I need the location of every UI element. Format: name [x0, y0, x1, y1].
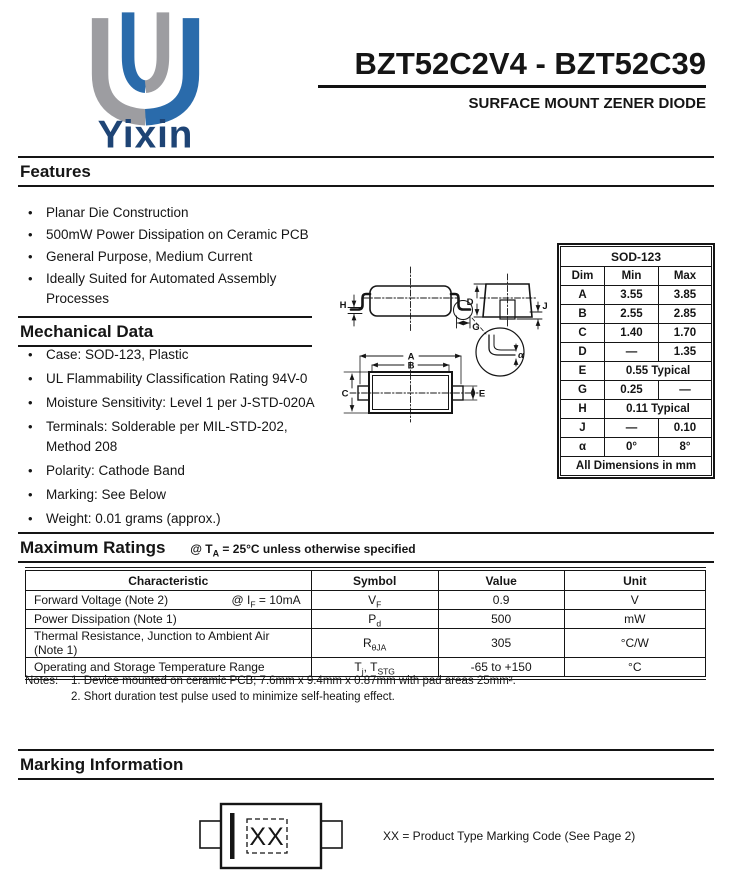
- ratings-col-header: Symbol: [311, 571, 438, 591]
- bullet-icon: •: [28, 487, 33, 502]
- page-title: BZT52C2V4 - BZT52C39: [354, 46, 706, 81]
- dim-cell-min: 3.55: [605, 286, 659, 305]
- bullet-item: [28, 369, 333, 389]
- dim-cell-min: 0.25: [605, 381, 659, 400]
- bullet-item: [28, 225, 340, 245]
- dim-cell-dim: A: [561, 286, 605, 305]
- notes-label: Notes:: [25, 675, 59, 687]
- bullet-icon: •: [28, 227, 33, 242]
- bullet-item: [28, 345, 333, 365]
- dim-col-header: Min: [605, 267, 659, 286]
- dim-table-body: [561, 286, 712, 457]
- dim-cell-dim: D: [561, 343, 605, 362]
- bullet-text: Case: SOD-123, Plastic: [46, 347, 189, 362]
- notes-block: [25, 673, 665, 705]
- dim-label-d: D: [466, 297, 474, 308]
- ratings-table-row: [26, 610, 706, 629]
- ratings-col-header: Unit: [564, 571, 705, 591]
- dim-col-header: Max: [659, 267, 712, 286]
- bullet-item: [28, 203, 340, 223]
- company-logo: [73, 6, 218, 156]
- dim-cell-dim: α: [561, 438, 605, 457]
- dim-table-row: [561, 400, 712, 419]
- detail-lead-outer: [489, 335, 515, 355]
- dim-cell-max: —: [659, 381, 712, 400]
- maximum-ratings-title: Maximum Ratings: [20, 538, 166, 557]
- dim-table-row: [561, 343, 712, 362]
- dim-table-row: [561, 362, 712, 381]
- title-block: [318, 46, 706, 112]
- dim-cell-dim: G: [561, 381, 605, 400]
- dim-table-row: [561, 438, 712, 457]
- note-item: 2. Short duration test pulse used to minimize self-heating effect.: [71, 691, 395, 703]
- dim-cell-dim: C: [561, 324, 605, 343]
- dim-table-row: [561, 286, 712, 305]
- ratings-condition: @ $T_A = 25^\circ C$ unless otherwise specified: [190, 542, 416, 559]
- maximum-ratings-heading: [18, 532, 714, 563]
- dim-table-title-row: [561, 247, 712, 267]
- ratings-table-body: [26, 591, 706, 677]
- dim-cell-dim: J: [561, 419, 605, 438]
- detail-lead-inner: [494, 335, 515, 350]
- bullet-text: 500mW Power Dissipation on Ceramic PCB: [46, 227, 309, 242]
- ratings-table-row: [26, 591, 706, 610]
- bullet-item: [28, 417, 333, 457]
- dim-label-h: H: [339, 300, 347, 311]
- bullet-text: UL Flammability Classification Rating 94V-0: [46, 371, 308, 386]
- marking-left-tab: [200, 821, 221, 848]
- dim-cell-max: 8°: [659, 438, 712, 457]
- features-list: [28, 203, 340, 311]
- ratings-cell-symbol: $V_F$: [311, 591, 438, 610]
- dim-label-g: G: [472, 322, 480, 333]
- bullet-item: [28, 485, 333, 505]
- ratings-cell-value: 305: [438, 629, 564, 658]
- bullet-icon: •: [28, 395, 33, 410]
- bullet-item: [28, 269, 340, 309]
- logo-u-inner-right: [146, 12, 163, 86]
- logo-u-inner-left: [128, 12, 145, 86]
- bullet-text: Weight: 0.01 grams (approx.): [46, 511, 221, 526]
- characteristic-label: Thermal Resistance, Junction to Ambient Air (Note 1): [34, 629, 270, 657]
- dim-table-footer-row: [561, 457, 712, 476]
- characteristic-label: Forward Voltage (Note 2): [34, 593, 169, 607]
- characteristic-content: [26, 660, 311, 674]
- dim-cell-span: 0.11 Typical: [605, 400, 712, 419]
- ratings-cell-value: 0.9: [438, 591, 564, 610]
- features-heading: Features: [18, 156, 714, 187]
- bullet-item: [28, 461, 333, 481]
- bullet-text: Polarity: Cathode Band: [46, 463, 185, 478]
- ratings-cell-symbol: $T_j$, $T_{STG}$: [311, 658, 438, 677]
- dim-label-e: E: [478, 388, 486, 400]
- bullet-text: Planar Die Construction: [46, 205, 189, 220]
- ratings-table-row: [26, 629, 706, 658]
- bullet-icon: •: [28, 511, 33, 526]
- ratings-col-header: Value: [438, 571, 564, 591]
- ratings-cell-unit: V: [564, 591, 705, 610]
- page-subtitle: SURFACE MOUNT ZENER DIODE: [468, 95, 706, 112]
- dim-cell-min: 0°: [605, 438, 659, 457]
- bullet-item: [28, 509, 333, 529]
- cathode-band-icon: [230, 813, 235, 859]
- dim-cell-min: 1.40: [605, 324, 659, 343]
- dim-cell-max: 3.85: [659, 286, 712, 305]
- dim-cell-min: 2.55: [605, 305, 659, 324]
- dim-table-row: [561, 324, 712, 343]
- bullet-text: Terminals: Solderable per MIL-STD-202, Method 208: [46, 419, 288, 454]
- dim-table-row: [561, 419, 712, 438]
- dim-cell-max: 1.35: [659, 343, 712, 362]
- detail-circle: [476, 328, 524, 376]
- ratings-cell-unit: °C/W: [564, 629, 705, 658]
- dim-table-footer: All Dimensions in mm: [561, 457, 712, 476]
- dim-cell-span: 0.55 Typical: [605, 362, 712, 381]
- dim-cell-dim: E: [561, 362, 605, 381]
- ratings-cell-value: 500: [438, 610, 564, 629]
- dim-col-header: Dim: [561, 267, 605, 286]
- dim-label-j: J: [542, 301, 548, 312]
- ratings-header-row: [26, 571, 706, 591]
- notes-list: [71, 673, 516, 705]
- note-item: 1. Device mounted on ceramic PCB; 7.6mm x 9.4mm x 0.87mm with pad areas 25mm².: [71, 675, 516, 687]
- ratings-cell-value: -65 to +150: [438, 658, 564, 677]
- bullet-icon: •: [28, 463, 33, 478]
- bullet-text: Ideally Suited for Automated Assembly Processes: [46, 271, 277, 306]
- dim-cell-dim: H: [561, 400, 605, 419]
- dim-table-header-row: [561, 267, 712, 286]
- sod123-dim-table: [557, 243, 715, 479]
- dim-cell-max: 2.85: [659, 305, 712, 324]
- dim-cell-max: 0.10: [659, 419, 712, 438]
- dim-table-title: SOD-123: [561, 247, 712, 267]
- ratings-cell-unit: °C: [564, 658, 705, 677]
- bullet-text: Moisture Sensitivity: Level 1 per J-STD-020A: [46, 395, 315, 410]
- ratings-col-header: Characteristic: [26, 571, 312, 591]
- characteristic-content: [26, 629, 311, 657]
- bullet-text: General Purpose, Medium Current: [46, 249, 253, 264]
- title-rule: [318, 85, 706, 88]
- bullet-item: [28, 247, 340, 267]
- dim-label-c: C: [341, 388, 349, 400]
- maximum-ratings-table: [25, 567, 706, 680]
- characteristic-content: [26, 593, 311, 610]
- marking-caption: XX = Product Type Marking Code (See Page 2): [383, 829, 636, 843]
- bullet-icon: •: [28, 271, 33, 286]
- ratings-cell-symbol: $R_{\theta JA}$: [311, 629, 438, 658]
- dim-cell-min: —: [605, 419, 659, 438]
- marking-diagram: [197, 801, 345, 873]
- ratings-cell-characteristic: [26, 629, 312, 658]
- dim-cell-dim: B: [561, 305, 605, 324]
- dim-cell-min: —: [605, 343, 659, 362]
- ratings-cell-characteristic: [26, 591, 312, 610]
- marking-right-tab: [321, 821, 342, 848]
- bullet-item: [28, 393, 333, 413]
- package-outline-drawing: [330, 250, 556, 448]
- characteristic-label: Power Dissipation (Note 1): [34, 612, 177, 626]
- bullet-text: Marking: See Below: [46, 487, 167, 502]
- characteristic-label: Operating and Storage Temperature Range: [34, 660, 265, 674]
- marking-code: XX: [249, 823, 285, 851]
- dim-label-b: B: [407, 360, 415, 372]
- dim-cell-max: 1.70: [659, 324, 712, 343]
- characteristic-content: [26, 612, 311, 626]
- bullet-icon: •: [28, 371, 33, 386]
- bullet-icon: •: [28, 419, 33, 434]
- ratings-cell-unit: mW: [564, 610, 705, 629]
- dim-table-row: [561, 305, 712, 324]
- dim-label-alpha: α: [518, 350, 524, 361]
- ratings-cell-characteristic: [26, 610, 312, 629]
- mechanical-data-list: [28, 345, 333, 533]
- bullet-icon: •: [28, 249, 33, 264]
- characteristic-condition: @ $I_F = 10mA$: [231, 593, 301, 610]
- marking-information-heading: Marking Information: [18, 749, 714, 780]
- mechanical-data-heading: Mechanical Data: [18, 316, 312, 347]
- dim-table-row: [561, 381, 712, 400]
- dim-label-a: A: [407, 351, 415, 363]
- logo-brand-text: Yixin: [97, 113, 194, 156]
- bullet-icon: •: [28, 205, 33, 220]
- ratings-cell-symbol: $P_d$: [311, 610, 438, 629]
- bullet-icon: •: [28, 347, 33, 362]
